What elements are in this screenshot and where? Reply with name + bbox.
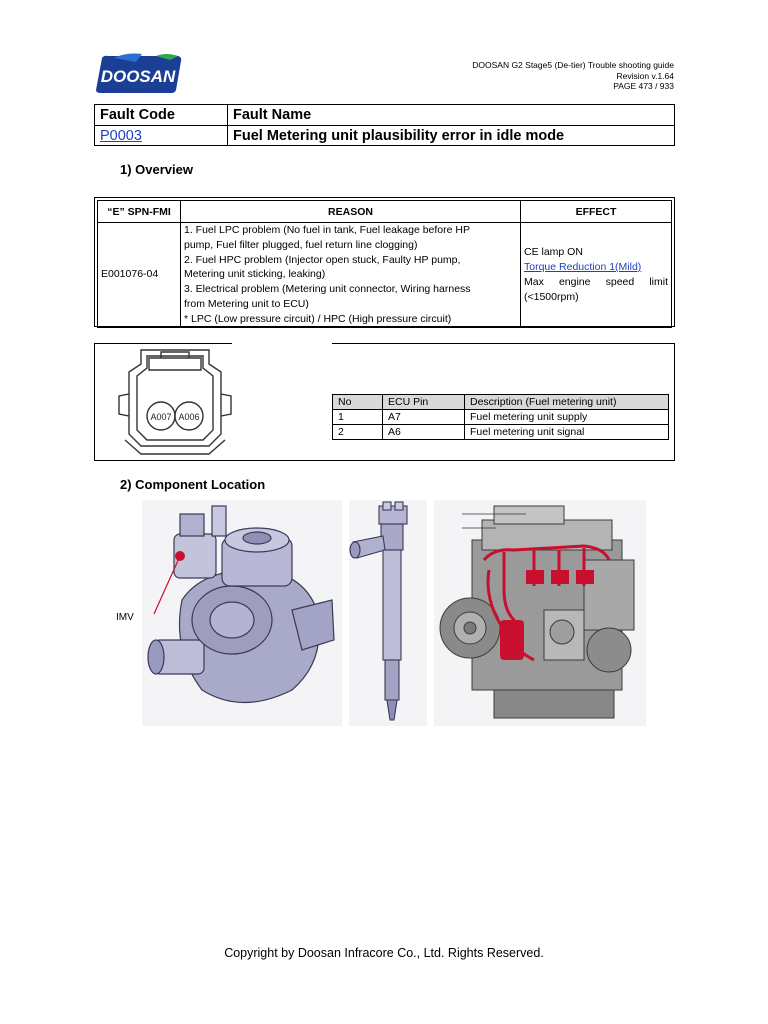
ecu-pin-cell: A7 <box>383 410 465 425</box>
torque-reduction-link[interactable]: Torque Reduction 1(Mild) <box>524 260 642 273</box>
overview-table <box>97 200 672 328</box>
spn-fmi-cell: E001076-04 <box>98 223 181 328</box>
reason-line: Metering unit sticking, leaking) <box>184 268 326 281</box>
table-row <box>333 410 669 425</box>
connector-drawing <box>105 344 245 460</box>
description-cell: Fuel metering unit supply <box>465 410 669 425</box>
effect-cell <box>521 223 672 328</box>
fault-code-header: Fault Code <box>95 105 228 126</box>
injector-image <box>349 500 427 726</box>
fault-name-header: Fault Name <box>228 105 675 126</box>
pin-label-a006: A006 <box>178 412 200 422</box>
reason-cell <box>181 223 521 328</box>
pin-label-a007: A007 <box>150 412 172 422</box>
fault-code-link[interactable]: P0003 <box>100 127 142 144</box>
document-header <box>472 60 674 92</box>
doosan-logo <box>92 50 184 96</box>
effect-max-speed: Max engine speed limit (<1500rpm) <box>524 275 668 303</box>
reason-line: 3. Electrical problem (Metering unit connector, Wiring harness <box>184 283 471 296</box>
reason-line: 2. Fuel HPC problem (Injector open stuck, Faulty HP pump, <box>184 253 461 266</box>
copyright-footer: Copyright by Doosan Infracore Co., Ltd. Rights Reserved. <box>224 946 544 960</box>
overview-heading: 1) Overview <box>120 162 193 177</box>
reason-header: REASON <box>181 201 521 223</box>
fault-name-cell: Fuel Metering unit plausibility error in idle mode <box>228 126 675 146</box>
description-cell: Fuel metering unit signal <box>465 425 669 440</box>
fault-code-cell <box>95 126 228 146</box>
guide-title: DOOSAN G2 Stage5 (De-tier) Trouble shooting guide <box>472 60 674 70</box>
imv-label: IMV <box>116 612 134 623</box>
reason-line: * LPC (Low pressure circuit) / HPC (High pressure circuit) <box>184 312 452 325</box>
effect-header: EFFECT <box>521 201 672 223</box>
svg-text:DOOSAN: DOOSAN <box>100 67 176 86</box>
reason-line: 1. Fuel LPC problem (No fuel in tank, Fuel leakage before HP <box>184 224 470 236</box>
revision: Revision v.1.64 <box>616 70 674 81</box>
overview-table-frame <box>94 197 675 327</box>
page-number: PAGE 473 / 933 <box>613 81 674 91</box>
fuel-pump-image <box>142 500 342 726</box>
pin-no-cell: 1 <box>333 410 383 425</box>
reason-line: from Metering unit to ECU) <box>184 297 309 310</box>
pin-no-header: No <box>333 395 383 410</box>
component-location-heading: 2) Component Location <box>120 477 266 492</box>
spn-fmi-header: “E” SPN-FMI <box>98 201 181 223</box>
pin-table <box>332 394 669 440</box>
reason-line: pump, Fuel filter plugged, fuel return line clogging) <box>184 238 418 251</box>
effect-ce-lamp: CE lamp ON <box>524 246 583 259</box>
ecu-pin-cell: A6 <box>383 425 465 440</box>
table-row <box>333 425 669 440</box>
description-header: Description (Fuel metering unit) <box>465 395 669 410</box>
fault-table <box>94 104 675 146</box>
engine-image <box>434 500 646 726</box>
connector-box <box>94 343 675 461</box>
pin-no-cell: 2 <box>333 425 383 440</box>
ecu-pin-header: ECU Pin <box>383 395 465 410</box>
